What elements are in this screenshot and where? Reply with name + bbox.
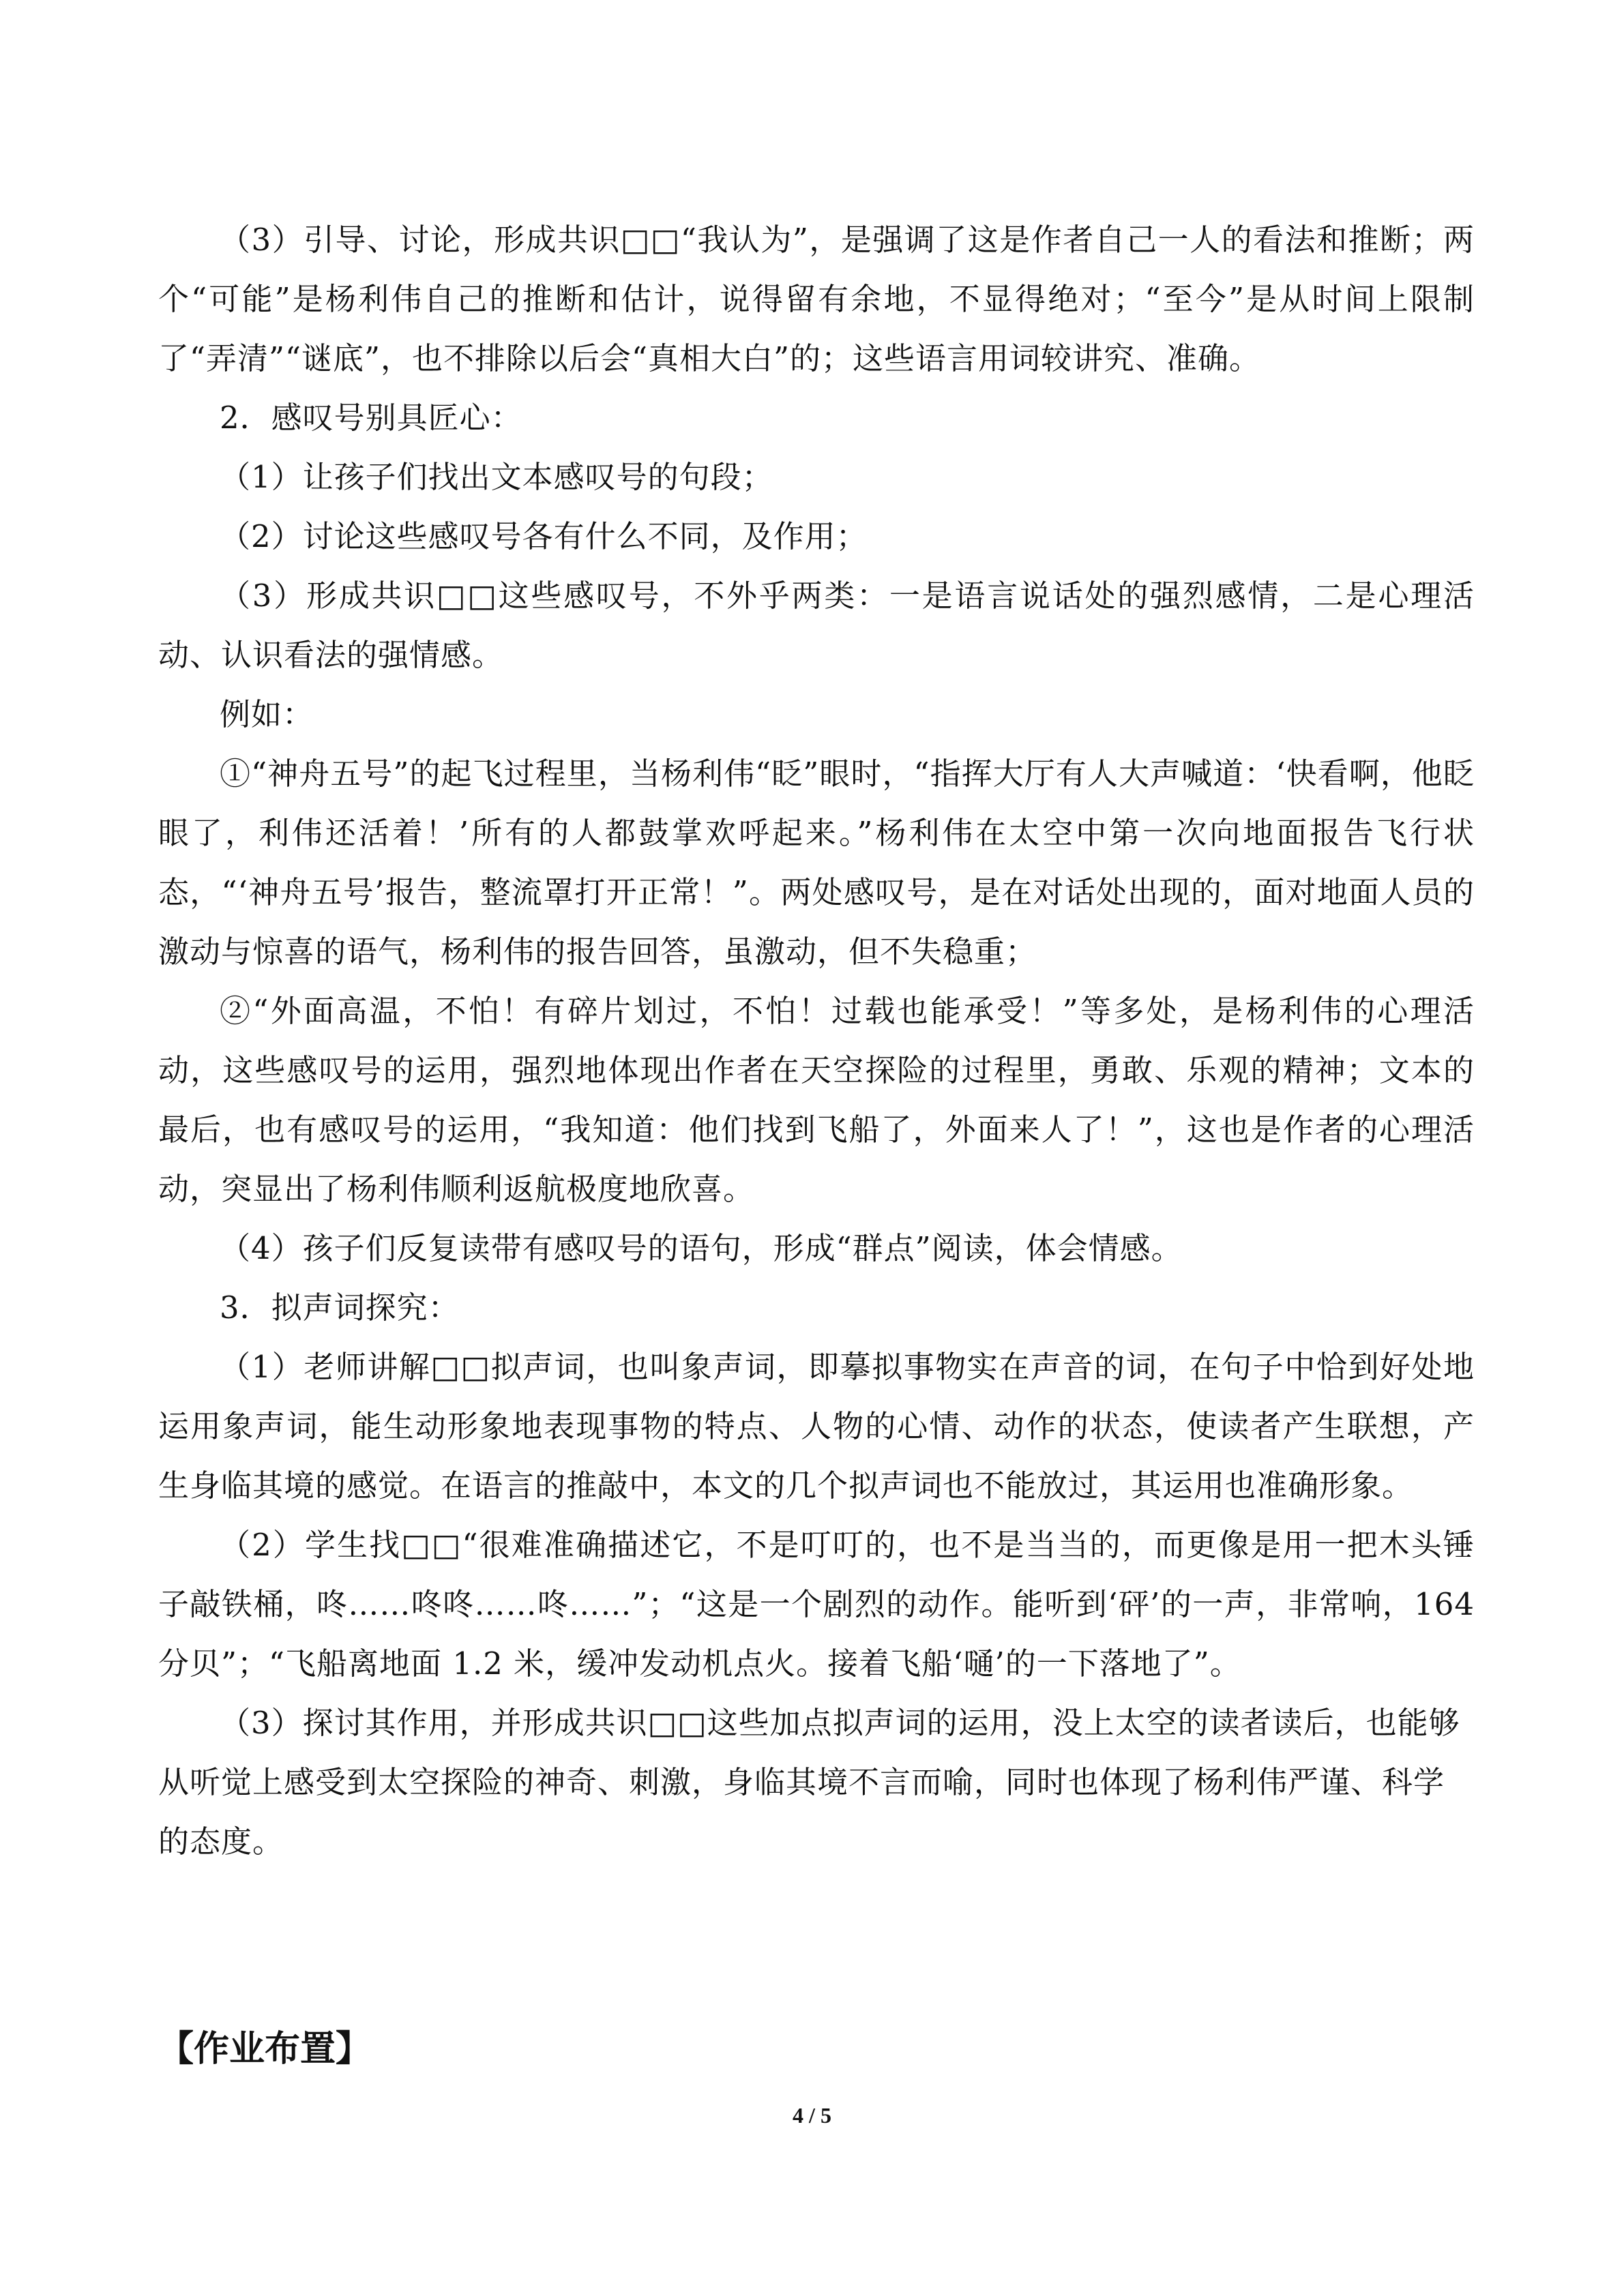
paragraph-exclamation-consensus: （3）形成共识□□这些感叹号，不外乎两类：一是语言说话处的强烈感情，二是心理活动、认识看法的强情感。 [158, 578, 1475, 673]
paragraph-explore-function: （3）探讨其作用，并形成共识□□这些加点拟声词的运用，没上太空的读者读后，也能够从听觉上感受到太空探险的神奇、刺激，身临其境不言而喻，同时也体现了杨利伟严谨、科学的态度。 [158, 1705, 1460, 1860]
section-heading-homework: 【作业布置】 [158, 2029, 372, 2070]
paragraph-teacher-explains: （1）老师讲解□□拟声词，也叫象声词，即摹拟事物实在声音的词，在句子中恰到好处地运用象声词，能生动形象地表现事物的特点、人物的心情、动作的状态，使读者产生联想，产生身临其境的感觉。在语言的推敲中，本文的几个拟声词也不能放过，其运用也准确形象。 [158, 1349, 1475, 1504]
page-number: 4 / 5 [793, 2103, 831, 2128]
paragraph-example-two: ②“外面高温，不怕！有碎片划过，不怕！过载也能承受！”等多处，是杨利伟的心理活动，这些感叹号的运用，强烈地体现出作者在天空探险的过程里，勇敢、乐观的精神；文本的最后，也有感叹号的运用，“我知道：他们找到飞船了，外面来人了！”，这也是作者的心理活动，突显出了杨利伟顺利返航极度地欣喜。 [158, 993, 1475, 1207]
paragraph-example-one: ①“神舟五号”的起飞过程里，当杨利伟“眨”眼时，“指挥大厅有人大声喊道：‘快看啊，他眨眼了，利伟还活着！’所有的人都鼓掌欢呼起来。”杨利伟在太空中第一次向地面报告飞行状态，“‘神舟五号’报告，整流罩打开正常！”。两处感叹号，是在对话处出现的，面对地面人员的激动与惊喜的语气，杨利伟的报告回答，虽激动，但不失稳重； [158, 756, 1475, 970]
paragraph-example-label: 例如： [220, 696, 314, 732]
paragraph-discuss-exclamations: （2）讨论这些感叹号各有什么不同，及作用； [220, 518, 868, 554]
paragraph-repeated-reading: （4）孩子们反复读带有感叹号的语句，形成“群点”阅读，体会情感。 [220, 1230, 1183, 1266]
paragraph-find-exclamations: （1）让孩子们找出文本感叹号的句段； [220, 459, 773, 495]
paragraph-consensus-word-choice: （3）引导、讨论，形成共识□□“我认为”，是强调了这是作者自己一人的看法和推断；两个“可能”是杨利伟自己的推断和估计，说得留有余地，不显得绝对；“至今”是从时间上限制了“弄清”“谜底”，也不排除以后会“真相大白”的；这些语言用词较讲究、准确。 [158, 222, 1475, 376]
paragraph-exclamation-heading: 2．感叹号别具匠心： [220, 400, 522, 436]
paragraph-onomatopoeia-heading: 3．拟声词探究： [220, 1289, 460, 1326]
document-body [158, 210, 1475, 1871]
paragraph-students-find: （2）学生找□□“很难准确描述它，不是叮叮的，也不是当当的，而更像是用一把木头锤子敲铁桶，咚……咚咚……咚……”；“这是一个剧烈的动作。能听到‘砰’的一声，非常响，164 分贝”；“飞船离地面 1.2 米，缓冲发动机点火。接着飞船‘嗵’的一下落地了”。 [158, 1527, 1475, 1682]
